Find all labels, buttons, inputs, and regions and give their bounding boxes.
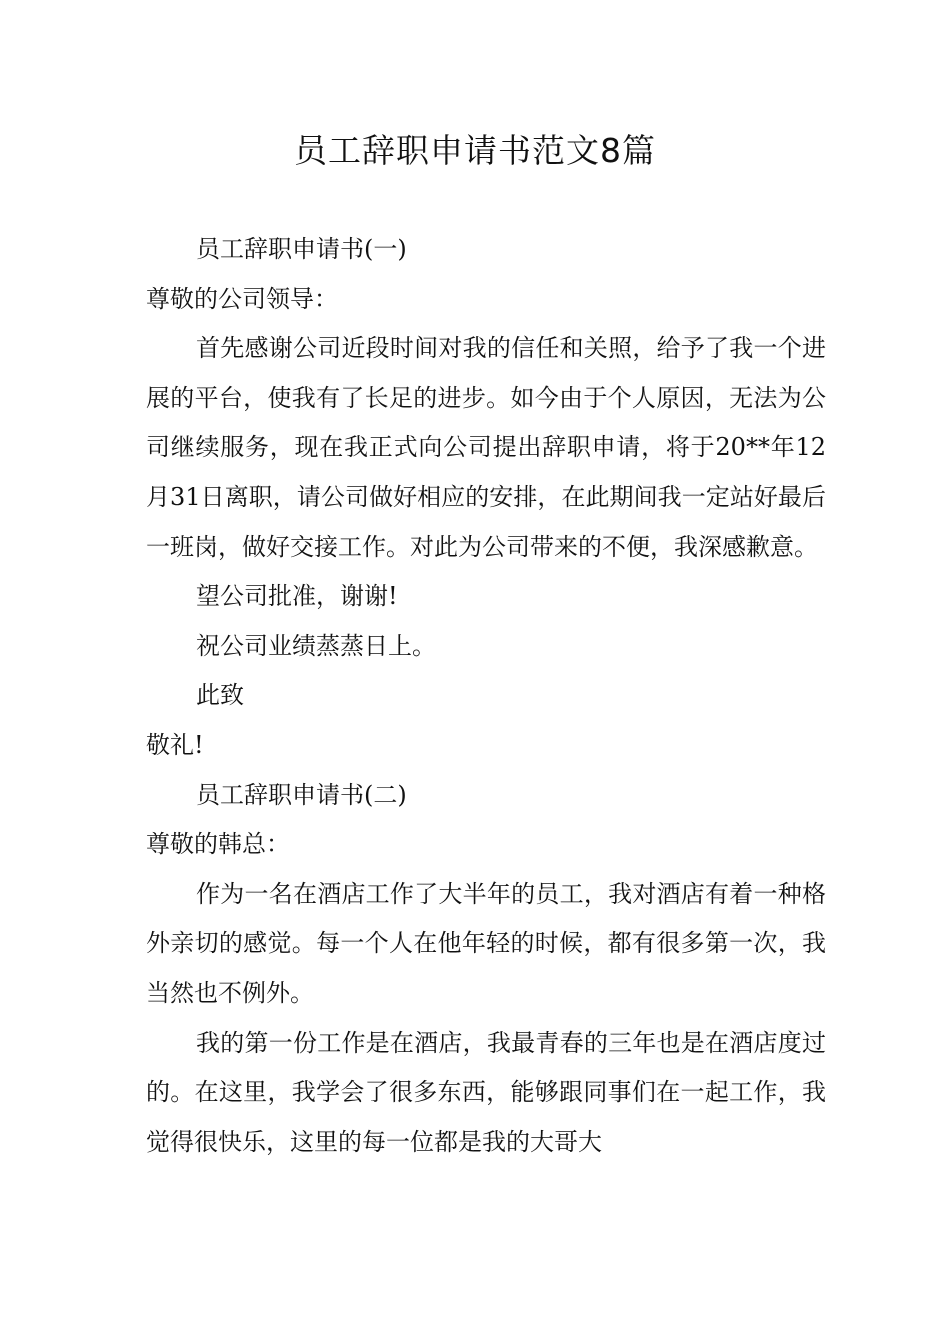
closing-line: 此致 [196,681,244,710]
document-title: 员工辞职申请书范文8篇 [294,131,656,170]
salutation-1: 尊敬的公司领导： [146,284,338,313]
document-body [146,225,826,1167]
body-paragraph-1: 首先感谢公司近段时间对我的信任和关照，给予了我一个进展的平台，使我有了长足的进步。如今由于个人原因，无法为公司继续服务，现在我正式向公司提出辞职申请，将于20**年12月31日离职，请公司做好相应的安排，在此期间我一定站好最后一班岗，做好交接工作。对此为公司带来的不便，我深感歉意。 [146,334,826,561]
body-paragraph-3: 我的第一份工作是在酒店，我最青春的三年也是在酒店度过的。在这里，我学会了很多东西，能够跟同事们在一起工作，我觉得很快乐，这里的每一位都是我的大哥大 [146,1028,826,1156]
body-paragraph-2: 作为一名在酒店工作了大半年的员工，我对酒店有着一种格外亲切的感觉。每一个人在他年轻的时候，都有很多第一次，我当然也不例外。 [146,879,826,1007]
section-heading-2: 员工辞职申请书(二) [196,780,407,809]
closing-salute: 敬礼! [146,730,204,759]
wish-line: 祝公司业绩蒸蒸日上。 [196,631,436,660]
request-line: 望公司批准，谢谢! [196,582,398,611]
section-heading-1: 员工辞职申请书(一) [196,235,407,263]
salutation-2: 尊敬的韩总： [146,830,290,859]
